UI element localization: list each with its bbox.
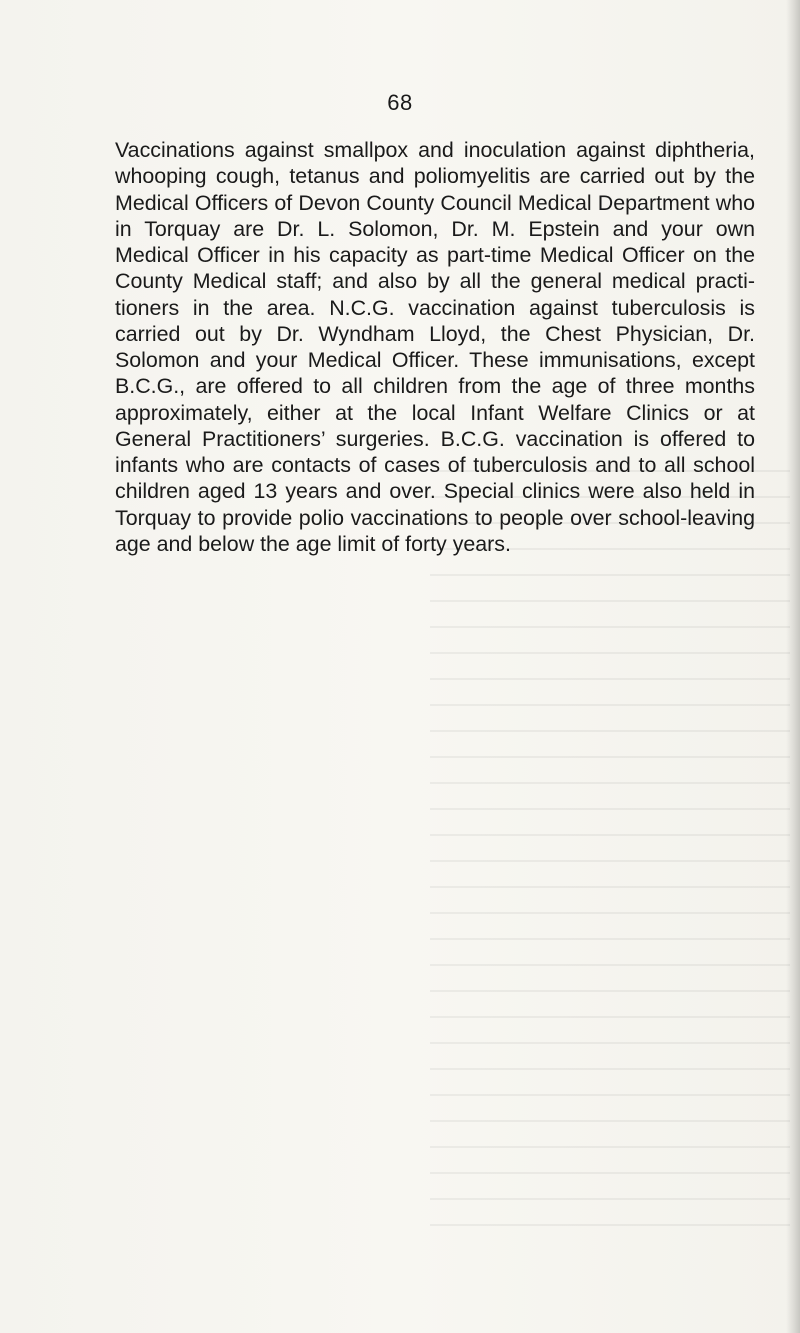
page-edge-shadow <box>786 0 800 1333</box>
bleed-through-texture <box>430 470 790 1230</box>
body-paragraph: Vaccinations against smallpox and inoculation against diphtheria, whooping cough, tetanus and poliomyelitis are carried out by the Medical Officers of Devon County Council Medical Department who in Torquay are Dr. L. Solomon, Dr. M. Epstein and your own Medical Officer in his capacity as part-time Medical Officer on the County Medical staff; and also by all the general medical practitioners in the area. N.C.G. vaccination against tuberculosis is carried out by Dr. Wyndham Lloyd, the Chest Physician, Dr. Solomon and your Medical Officer. These immunisations, except B.C.G., are offered to all children from the age of three months approximately, either at the local Infant Welfare Clinics or at General Practitioners’ surgeries. B.C.G. vaccination is offered to infants who are contacts of cases of tuberculosis and to all school children aged 13 years and over. Special clinics were also held in Torquay to provide polio vaccinations to people over school-leaving age and below the age limit of forty years. <box>115 138 755 556</box>
page-number: 68 <box>387 90 413 115</box>
